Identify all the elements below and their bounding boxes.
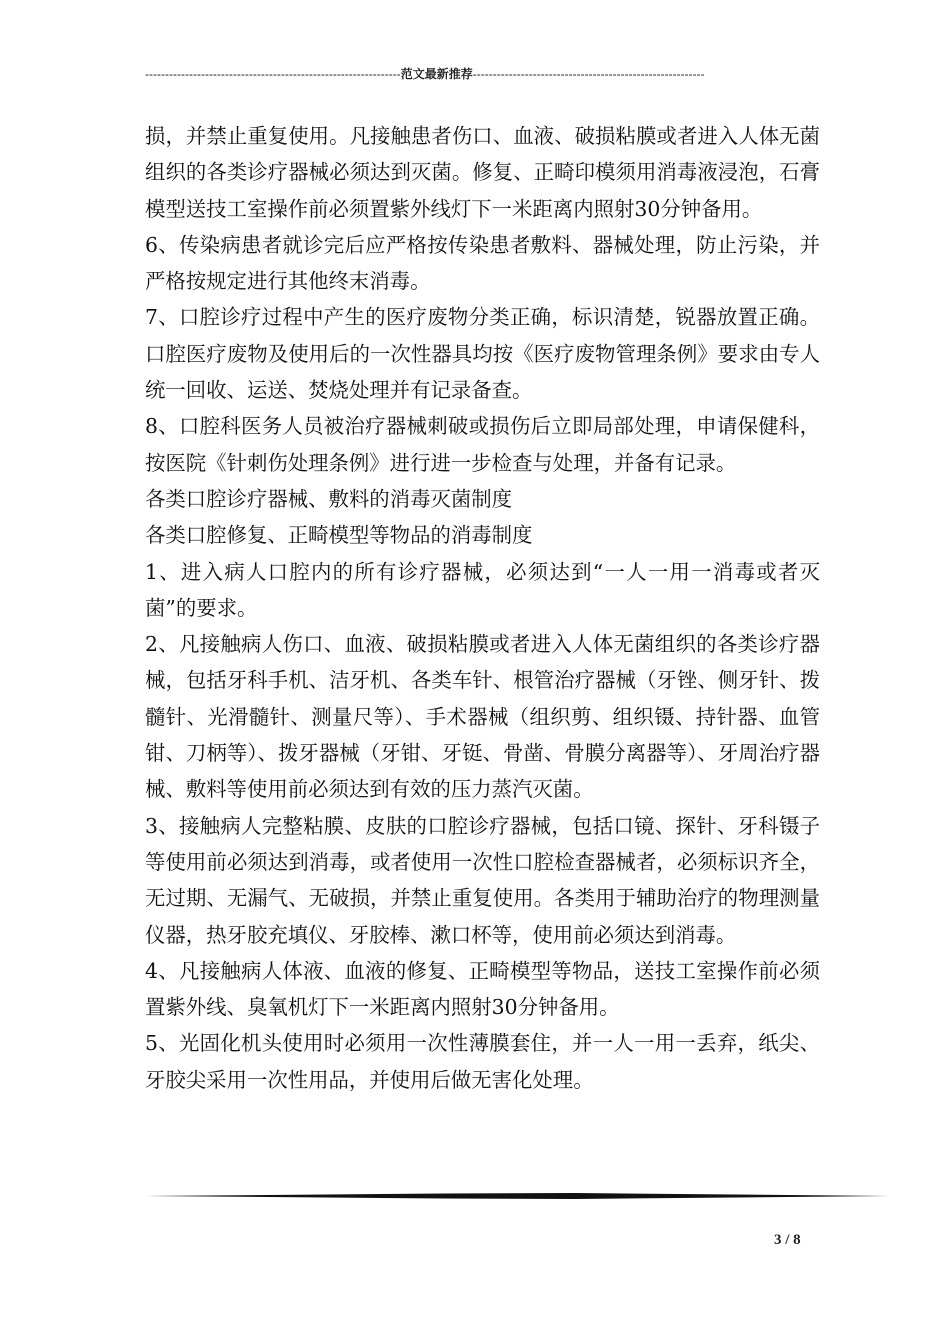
document-body bbox=[145, 118, 820, 1098]
paragraph-rule-2: 2、凡接触病人伤口、血液、破损粘膜或者进入人体无菌组织的各类诊疗器械，包括牙科手机、洁牙机、各类车针、根管治疗器械（牙锉、侧牙针、拨髓针、光滑髓针、测量尺等）、手术器械（组织剪、组织镊、持针器、血管钳、刀柄等）、拨牙器械（牙钳、牙铤、骨凿、骨膜分离器等）、牙周治疗器械、敷料等使用前必须达到有效的压力蒸汽灭菌。 bbox=[145, 632, 820, 802]
page-header bbox=[145, 66, 795, 82]
paragraph-item-6: 6、传染病患者就诊完后应严格按传染患者敷料、器械处理，防止污染，并严格按规定进行其他终末消毒。 bbox=[145, 232, 820, 294]
paragraph-continuation: 损，并禁止重复使用。凡接触患者伤口、血液、破损粘膜或者进入人体无菌组织的各类诊疗器械必须达到灭菌。修复、正畸印模须用消毒液浸泡，石膏模型送技工室操作前必须置紫外线灯下一米距离内照射30分钟备用。 bbox=[145, 124, 820, 221]
header-label: 范文最新推荐 bbox=[400, 67, 473, 81]
paragraph-rule-4: 4、凡接触病人体液、血液的修复、正畸模型等物品，送技工室操作前必须置紫外线、臭氧机灯下一米距离内照射30分钟备用。 bbox=[145, 958, 820, 1020]
paragraph-rule-3: 3、接触病人完整粘膜、皮肤的口腔诊疗器械，包括口镜、探针、牙科镊子等使用前必须达到消毒，或者使用一次性口腔检查器械者，必须标识齐全，无过期、无漏气、无破损，并禁止重复使用。各类用于辅助治疗的物理测量仪器，热牙胶充填仪、牙胶棒、漱口杯等，使用前必须达到消毒。 bbox=[145, 813, 820, 947]
paragraph-item-8: 8、口腔科医务人员被治疗器械刺破或损伤后立即局部处理，申请保健科，按医院《针刺伤处理条例》进行进一步检查与处理，并备有记录。 bbox=[145, 414, 820, 475]
section-heading-instruments: 各类口腔诊疗器械、敷料的消毒灭菌制度 bbox=[145, 486, 513, 511]
paragraph-rule-1: 1、进入病人口腔内的所有诊疗器械，必须达到“一人一用一消毒或者灭菌”的要求。 bbox=[145, 559, 820, 620]
section-heading-models: 各类口腔修复、正畸模型等物品的消毒制度 bbox=[145, 523, 533, 548]
paragraph-rule-5: 5、光固化机头使用时必须用一次性薄膜套住，并一人一用一丢弃，纸尖、牙胶尖采用一次性用品，并使用后做无害化处理。 bbox=[145, 1031, 820, 1092]
header-right-dashes: ---------------------------------------------------------- bbox=[472, 67, 705, 81]
header-left-dashes: ---------------------------------------------------------------- bbox=[145, 67, 401, 81]
paragraph-item-7: 7、口腔诊疗过程中产生的医疗废物分类正确，标识清楚，锐器放置正确。口腔医疗废物及使用后的一次性器具均按《医疗废物管理条例》要求由专人统一回收、运送、焚烧处理并有记录备查。 bbox=[145, 305, 820, 403]
page-number: 3 / 8 bbox=[774, 1232, 801, 1248]
